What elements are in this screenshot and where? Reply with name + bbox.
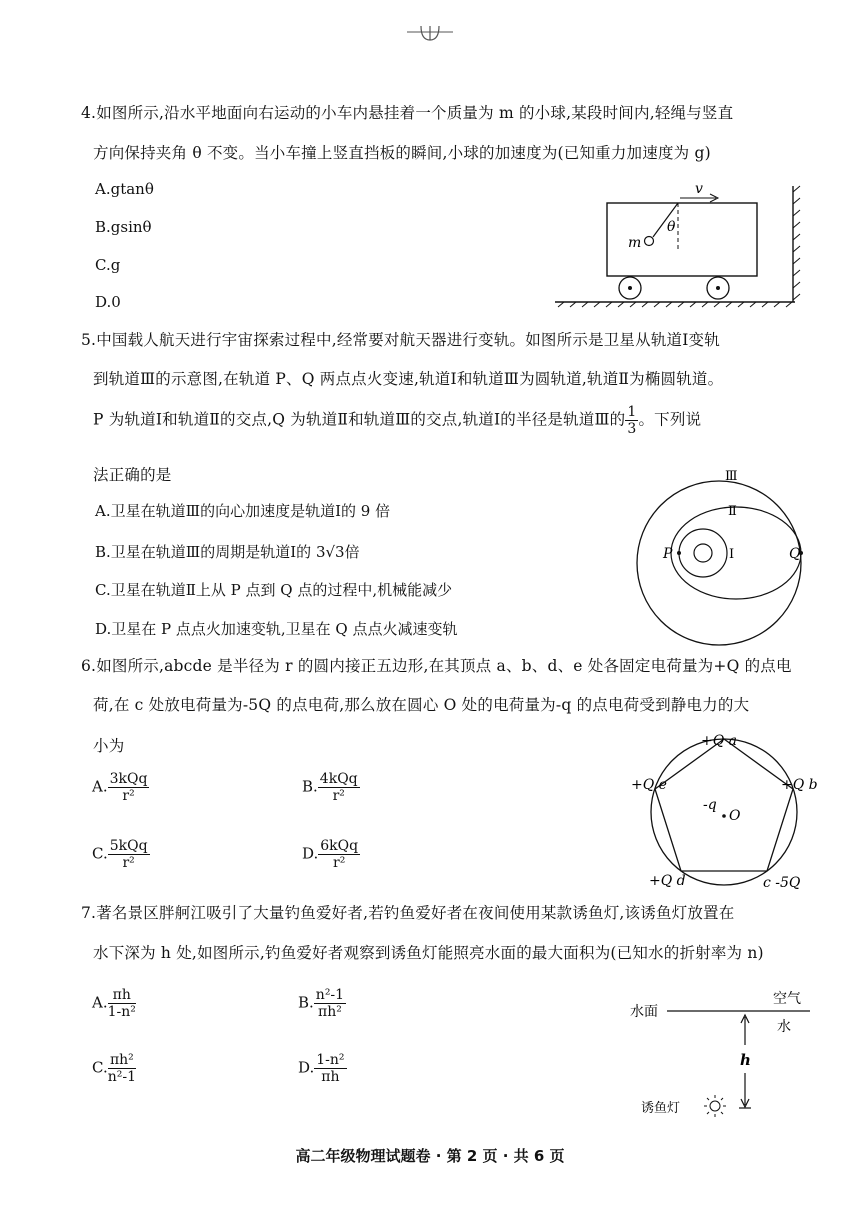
orbit-3 — [637, 481, 801, 645]
point-p-label: P — [663, 546, 673, 562]
air-label: 空气 — [773, 991, 801, 1007]
vertex-a-label: +Q a — [701, 733, 738, 749]
vertex-e-label: +Q e — [631, 777, 667, 793]
lamp-icon — [704, 1095, 726, 1117]
q4-option-c: C.g — [95, 256, 121, 274]
q7-option-d: D. $\frac{\text{1-n²}}{\pi h}$ — [298, 1052, 345, 1085]
q5-line3-text: P 为轨道Ⅰ和轨道Ⅱ的交点,Q 为轨道Ⅱ和轨道Ⅲ的交点,轨道Ⅰ的半径是轨道Ⅲ的 — [93, 410, 626, 429]
q6-line1: 6.如图所示,abcde 是半径为 r 的圆内接正五边形,在其顶点 a、b、d、e 处各固定电荷量为+Q 的点电 — [81, 657, 792, 675]
depth-label: h — [740, 1051, 751, 1069]
q4-angle-label: θ — [667, 219, 676, 235]
vertex-c-label: c -5Q — [763, 875, 801, 891]
center-o-label: O — [729, 808, 741, 824]
binding-mark — [405, 22, 455, 44]
q6-pentagon-figure — [625, 725, 825, 895]
orbit-2-label: Ⅱ — [728, 504, 737, 519]
orbit-3-label: Ⅲ — [725, 469, 738, 484]
q6-option-b: B. $\frac{\text{4kQq}}{\text{r²}}$ — [302, 771, 358, 804]
center-charge-label: -q — [703, 797, 717, 813]
q6-line3: 小为 — [93, 737, 125, 755]
q4-option-d: D.0 — [95, 293, 121, 311]
q4-line2: 方向保持夹角 θ 不变。当小车撞上竖直挡板的瞬间,小球的加速度为(已知重力加速度为 g) — [93, 144, 711, 162]
q5-line4: 法正确的是 — [93, 466, 172, 484]
page-footer: 高二年级物理试题卷 · 第 2 页 · 共 6 页 — [295, 1147, 565, 1165]
orbit-2 — [671, 507, 801, 599]
orbit-1 — [679, 529, 727, 577]
q7-water-figure — [625, 985, 825, 1120]
q5-option-a: A.卫星在轨道Ⅲ的向心加速度是轨道Ⅰ的 9 倍 — [95, 502, 391, 520]
planet — [694, 544, 712, 562]
q7-option-a: A. $\frac{\pi h}{\text{1-n²}}$ — [92, 987, 136, 1020]
q6-line2: 荷,在 c 处放电荷量为-5Q 的点电荷,那么放在圆心 O 处的电荷量为-q 的点电荷受到静电力的大 — [93, 696, 750, 714]
q5-line1: 5.中国载人航天进行宇宙探索过程中,经常要对航天器进行变轨。如图所示是卫星从轨道Ⅰ变轨 — [81, 331, 720, 349]
water-label: 水 — [777, 1019, 791, 1035]
q5-option-d: D.卫星在 P 点点火加速变轨,卫星在 Q 点点火减速变轨 — [95, 620, 458, 638]
q4-option-b: B.gsinθ — [95, 218, 152, 236]
q5-option-c: C.卫星在轨道Ⅱ上从 P 点到 Q 点的过程中,机械能减少 — [95, 581, 453, 599]
vertex-d-label: +Q d — [649, 873, 686, 889]
q6-option-c: C. $\frac{\text{5kQq}}{\text{r²}}$ — [92, 838, 148, 871]
q7-option-c: C. $\frac{\text{πh²}}{\text{n²-1}}$ — [92, 1052, 136, 1085]
q5-line3 — [93, 404, 701, 437]
orbit-1-label: Ⅰ — [729, 547, 735, 562]
q7-option-b: B. $\frac{\text{n²-1}}{\text{πh²}}$ — [298, 987, 345, 1020]
q5-option-b: B.卫星在轨道Ⅲ的周期是轨道Ⅰ的 3√3倍 — [95, 543, 360, 561]
q4-velocity-label: v — [695, 181, 703, 197]
q4-cart-figure — [550, 178, 810, 308]
vertex-b-label: +Q b — [781, 777, 818, 793]
surface-label: 水面 — [630, 1004, 658, 1020]
q4-option-a: A.gtanθ — [95, 180, 154, 198]
q7-line2: 水下深为 h 处,如图所示,钓鱼爱好者观察到诱鱼灯能照亮水面的最大面积为(已知水的折射率为 n) — [93, 944, 764, 962]
q6-option-a: A. $\frac{\text{3kQq}}{\text{r²}}$ — [92, 771, 148, 804]
point-q-label: Q — [789, 546, 801, 562]
q5-orbit-figure — [615, 465, 815, 660]
lamp-label: 诱鱼灯 — [641, 1101, 681, 1116]
q4-line1: 4.如图所示,沿水平地面向右运动的小车内悬挂着一个质量为 m 的小球,某段时间内,轻绳与竖直 — [81, 104, 734, 122]
q5-fraction: $\frac{1}{3}$ — [627, 404, 637, 437]
q6-option-d: D. $\frac{\text{6kQq}}{\text{r²}}$ — [302, 838, 359, 871]
q5-line3-end: 。下列说 — [638, 410, 702, 429]
q5-line2: 到轨道Ⅲ的示意图,在轨道 P、Q 两点点火变速,轨道Ⅰ和轨道Ⅲ为圆轨道,轨道Ⅱ为椭圆轨道。 — [93, 370, 724, 388]
q4-mass-label: m — [628, 235, 642, 251]
q7-line1: 7.著名景区胖舸江吸引了大量钓鱼爱好者,若钓鱼爱好者在夜间使用某款诱鱼灯,该诱鱼灯放置在 — [81, 904, 735, 922]
